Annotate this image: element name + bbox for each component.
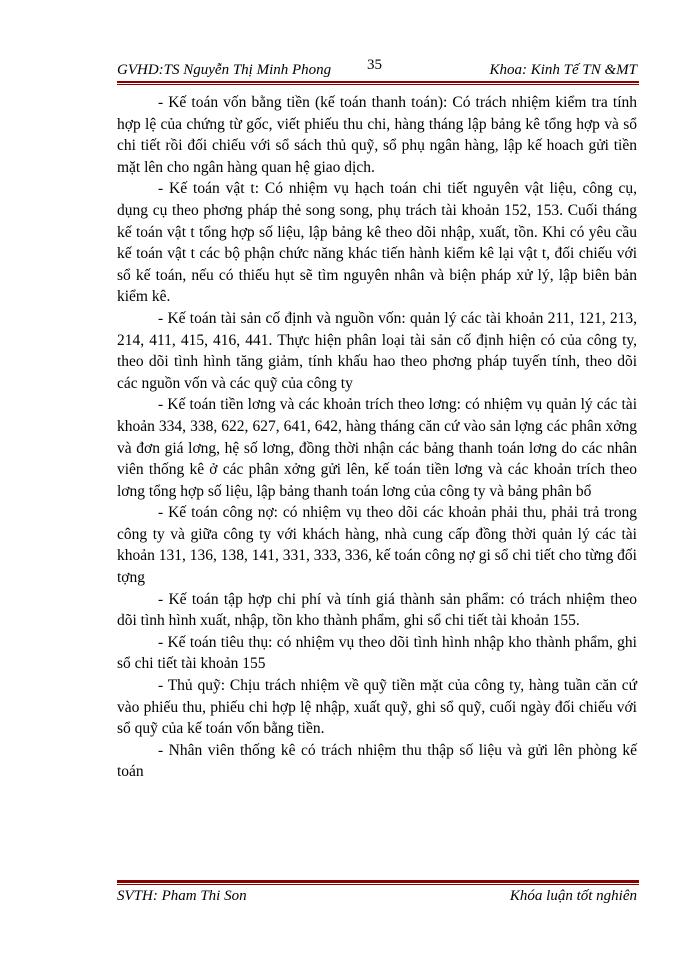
- page-header: [117, 57, 637, 82]
- paragraph: - Nhân viên thống kê có trách nhiệm thu thập số liệu và gửi lên phòng kế toán: [117, 741, 637, 781]
- page-number: 35: [367, 57, 382, 73]
- paragraph: - Kế toán vốn bằng tiền (kế toán thanh toán): Có trách nhiệm kiểm tra tính hợp lệ của chứng từ gốc, viết phiếu thu chi, hàng tháng lập bảng kê tổng hợp và sổ chi tiết rồi đối chiếu với sổ sách thủ quỹ, sổ phụ ngân hàng, lập kế hoach gửi tiền mặt lên cho ngân hàng quan hệ giao dịch.: [117, 94, 637, 176]
- footer-student: SVTH: Pham Thi Son: [117, 888, 247, 904]
- header-supervisor: GVHD:TS Nguyễn Thị Minh Phong: [117, 62, 332, 78]
- footer-divider: [117, 880, 639, 885]
- paragraph: - Kế toán vật t: Có nhiệm vụ hạch toán chi tiết nguyên vật liệu, công cụ, dụng cụ theo phơng pháp thẻ song song, phụ trách tài khoản 152, 153. Cuối tháng kế toán vật t tổng hợp số liệu, lập bảng kê theo dõi nhập, xuất, tồn. Khi có yêu cầu kế toán vật t các bộ phận chức năng khác tiến hành kiểm kê lại vật t, đối chiếu với sổ kế toán, nếu có thiếu hụt sẽ tìm nguyên nhân và biện pháp xử lý, lập biên bản kiểm kê.: [117, 180, 637, 306]
- footer-thesis: Khóa luận tốt nghiên: [509, 888, 637, 904]
- paragraph: - Kế toán tập hợp chi phí và tính giá thành sản phẩm: có trách nhiệm theo dõi tình hình xuất, nhập, tồn kho thành phẩm, ghi sổ chi tiết tài khoản 155.: [117, 590, 637, 630]
- page-footer: [117, 888, 637, 908]
- document-body: [117, 92, 637, 783]
- paragraph: - Kế toán tiêu thụ: có nhiệm vụ theo dõi tình hình nhập kho thành phẩm, ghi sổ chi tiết tài khoản 155: [117, 633, 637, 673]
- paragraph: - Kế toán công nợ: có nhiệm vụ theo dõi các khoản phải thu, phải trả trong công ty và giữa công ty với khách hàng, nhà cung cấp đồng thời quản lý các tài khoản 131, 136, 138, 141, 331, 333, 336, kế toán công nợ gi sổ chi tiết cho từng đối tợng: [117, 504, 637, 587]
- paragraph: - Kế toán tài sản cố định và nguồn vốn: quản lý các tài khoản 211, 121, 213, 214, 411, 415, 416, 441. Thực hiện phân loại tài sản cố định hiện có của công ty, theo dõi tình hình tăng giảm, tính khấu hao theo phơng pháp tuyến tính, theo dõi các nguồn vốn và các quỹ của công ty: [117, 309, 637, 392]
- paragraph: - Kế toán tiền lơng và các khoản trích theo lơng: có nhiệm vụ quản lý các tài khoản 334, 338, 622, 627, 641, 642, hàng tháng căn cứ vào sản lợng các phân xởng và đơn giá lơng, hệ số lơng, đồng thời nhận các bảng thanh toán lơng do các nhân viên thống kê ở các phân xởng gửi lên, kế toán tiền lơng và các khoản trích theo lơng tổng hợp số liệu, lập bảng thanh toán lơng của công ty và bảng phân bổ: [117, 396, 637, 500]
- header-divider: [117, 81, 639, 85]
- header-faculty: Khoa: Kinh Tế TN &MT: [489, 62, 637, 78]
- paragraph: - Thủ quỹ: Chịu trách nhiệm về quỹ tiền mặt của công ty, hàng tuần căn cứ vào phiếu thu, phiếu chi hợp lệ nhập, xuất quỹ, ghi sổ quỹ, cuối ngày đối chiếu với sổ quỹ của kế toán vốn bằng tiền.: [117, 677, 637, 738]
